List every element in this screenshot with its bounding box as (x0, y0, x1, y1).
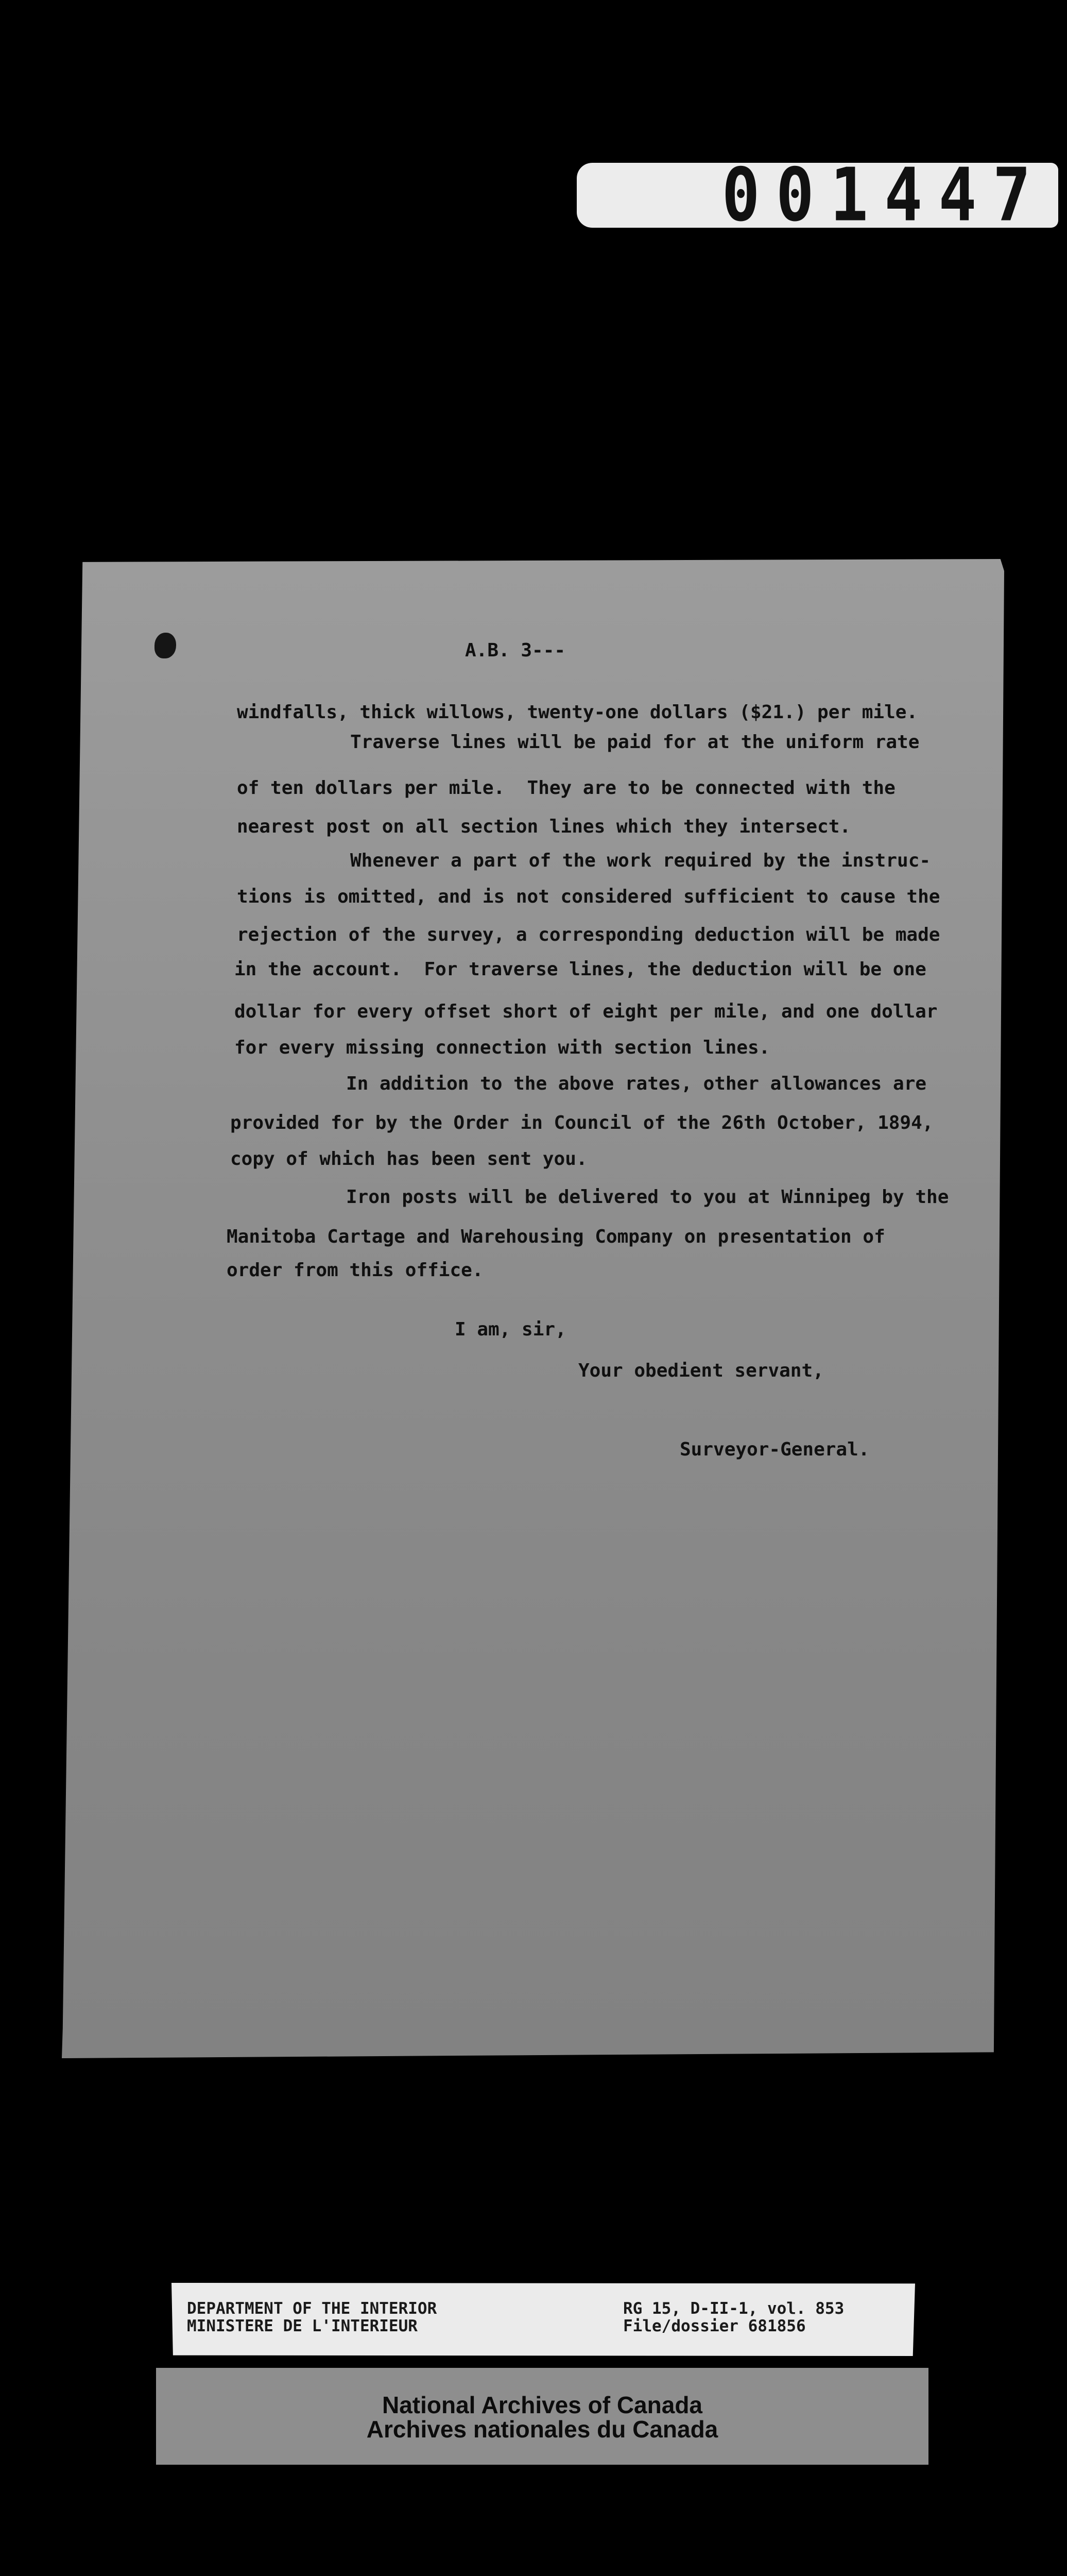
letter-line: Manitoba Cartage and Warehousing Company on presentation of (227, 1226, 885, 1247)
letter-line: Whenever a part of the work required by the instruc- (350, 850, 931, 871)
letter-line: of ten dollars per mile. They are to be connected with the (237, 777, 896, 799)
letter-line: rejection of the survey, a corresponding deduction will be made (237, 924, 940, 945)
department-en: DEPARTMENT OF THE INTERIOR (187, 2299, 437, 2318)
punch-hole (154, 633, 176, 658)
letter-line: tions is omitted, and is not considered sufficient to cause the (237, 886, 940, 907)
archive-file: File/dossier 681856 (623, 2317, 806, 2335)
department-fr: MINISTERE DE L'INTERIEUR (187, 2317, 418, 2335)
letter-line: nearest post on all section lines which they intersect. (237, 816, 851, 837)
closing: Your obedient servant, (578, 1360, 824, 1381)
letter-line: for every missing connection with section lines. (234, 1037, 770, 1058)
page-heading: A.B. 3--- (465, 640, 566, 661)
archive-banner-fr: Archives nationales du Canada (366, 2416, 718, 2443)
letter-line: copy of which has been sent you. (230, 1148, 588, 1170)
letter-line: order from this office. (227, 1260, 484, 1281)
letter-line: windfalls, thick willows, twenty-one dollars ($21.) per mile. (237, 702, 918, 723)
letter-line: In addition to the above rates, other allowances are (346, 1073, 927, 1094)
frame-number: 001447 (721, 152, 1047, 238)
letter-line: Iron posts will be delivered to you at Winnipeg by the (346, 1187, 949, 1208)
letter-line: provided for by the Order in Council of the 26th October, 1894, (230, 1112, 934, 1133)
archive-reference: RG 15, D-II-1, vol. 853 (623, 2299, 845, 2318)
archive-banner-en: National Archives of Canada (382, 2392, 702, 2418)
letter-line: Traverse lines will be paid for at the uniform rate (350, 732, 920, 753)
salutation: I am, sir, (455, 1319, 566, 1340)
signature: Surveyor-General. (680, 1439, 870, 1460)
archive-banner (156, 2368, 928, 2465)
letter-line: in the account. For traverse lines, the deduction will be one (234, 959, 926, 980)
letter-line: dollar for every offset short of eight per mile, and one dollar (234, 1001, 938, 1022)
frame-number-plate (577, 152, 1058, 238)
